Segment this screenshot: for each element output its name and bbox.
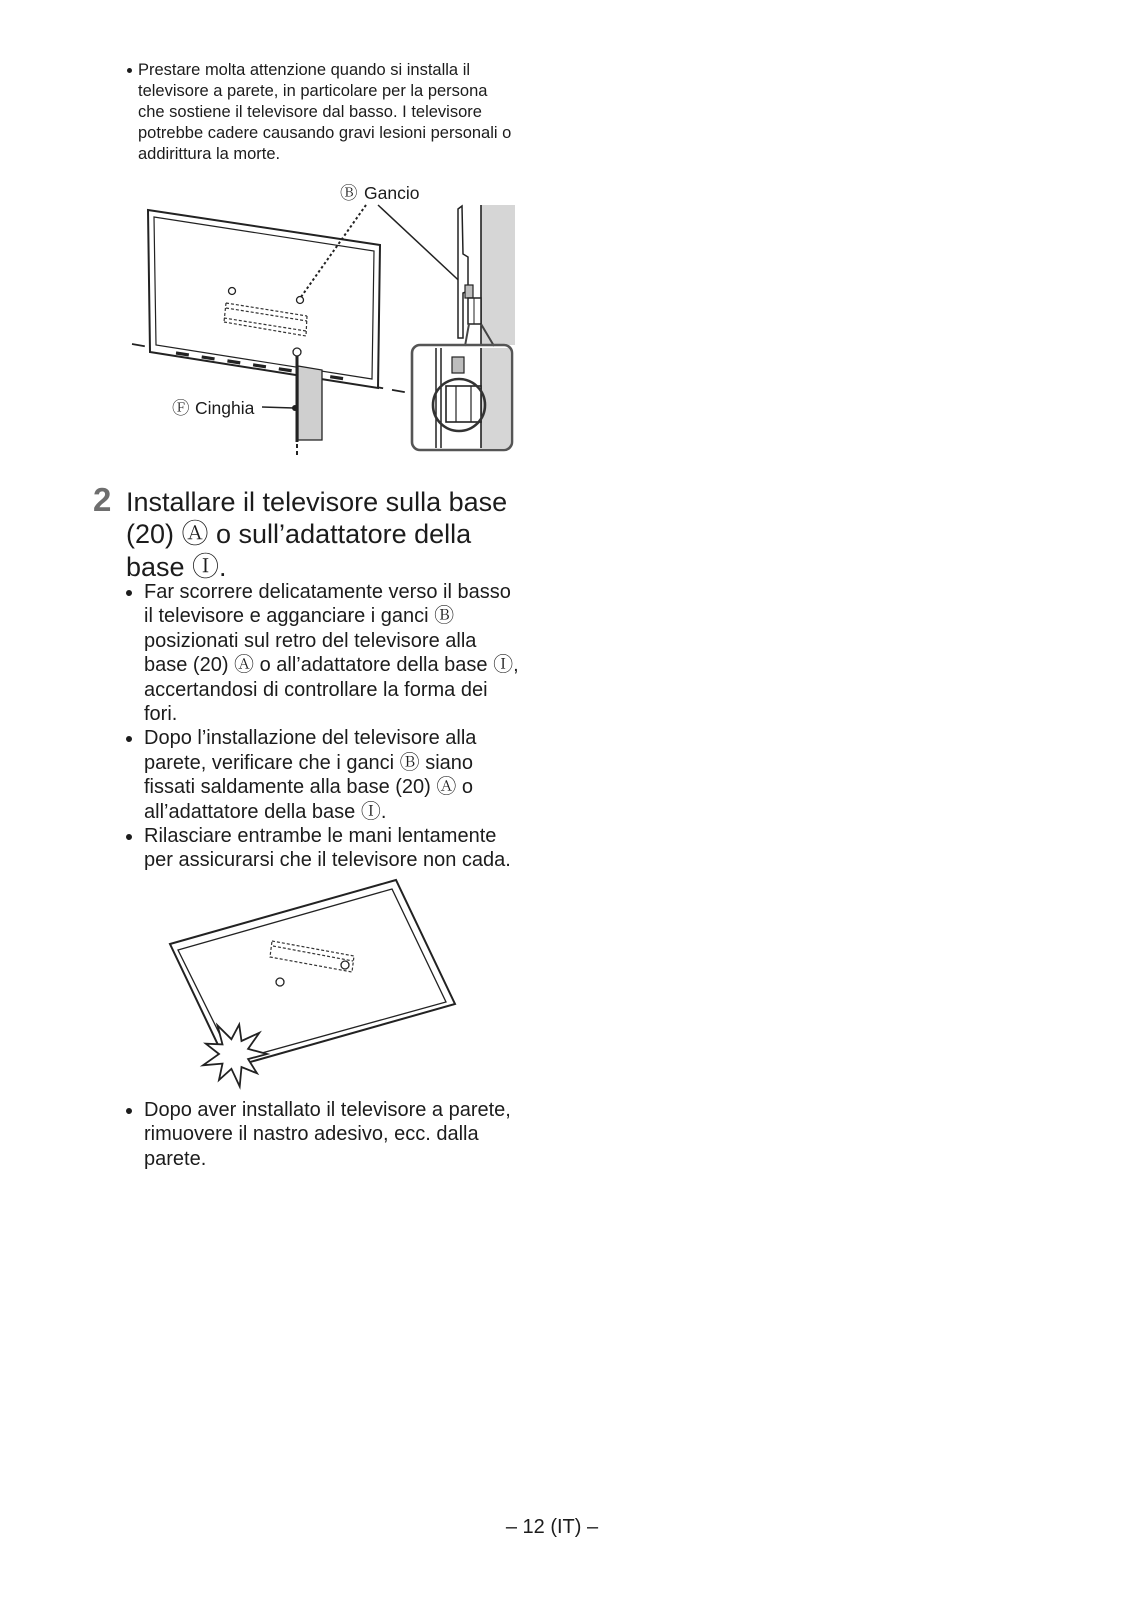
- text-line: che sostiene il televisore dal basso. I televisore: [138, 103, 482, 121]
- tv-back-outer-frame: [148, 210, 380, 388]
- tv-back-outer-frame: [170, 880, 455, 1068]
- strap-leader-dot: [292, 405, 298, 411]
- figure-tv-wall-hooking: [125, 178, 520, 458]
- text-line: posizionati sul retro del televisore alla: [144, 629, 477, 652]
- instruction-item: [144, 726, 519, 824]
- text-line: Rilasciare entrambe le mani lentamente: [144, 825, 497, 848]
- figure-tv-falling-warning: [165, 875, 460, 1090]
- hook-callout: [340, 183, 419, 203]
- wall-bracket: [446, 386, 481, 422]
- tv-side-profile: [458, 206, 468, 338]
- bullet-marker: [127, 68, 132, 73]
- screw-hole: [341, 961, 349, 969]
- screw-hole: [297, 297, 304, 304]
- text-line: rimuovere il nastro adesivo, ecc. dalla: [144, 1123, 479, 1146]
- heading-line: base Ⓘ.: [126, 551, 227, 582]
- bullet-marker: [126, 736, 132, 742]
- step-heading: [126, 486, 507, 584]
- text-line: televisore a parete, in particolare per la persona: [138, 82, 488, 100]
- bullet-marker: [126, 834, 132, 840]
- bullet-marker: [126, 1108, 132, 1114]
- text-line: Dopo l’installazione del televisore alla: [144, 727, 477, 750]
- instruction-item: [144, 824, 519, 873]
- hook-on-tv: [452, 357, 464, 373]
- text-line: il televisore e agganciare i ganci Ⓑ: [144, 605, 455, 628]
- text-line: all’adattatore della base Ⓘ.: [144, 800, 387, 823]
- page-number: – 12 (IT) –: [505, 1516, 599, 1538]
- strap-callout: [172, 398, 255, 418]
- text-line: addirittura la morte.: [138, 145, 281, 163]
- instruction-item: [144, 580, 519, 726]
- bullet-marker: [126, 590, 132, 596]
- wall: [481, 205, 515, 345]
- hook-marker: Ⓑ: [340, 183, 358, 203]
- hook-leader-line: [378, 205, 469, 290]
- after-figure-note: [144, 1098, 511, 1171]
- text-line: Far scorrere delicatamente verso il basso: [144, 581, 511, 603]
- hook-on-tv: [465, 285, 473, 298]
- instruction-list: [144, 580, 519, 873]
- text-line: potrebbe cadere causando gravi lesioni personali o: [138, 124, 512, 142]
- warning-note: [138, 60, 511, 165]
- strap-marker: Ⓕ: [172, 398, 190, 418]
- text-line: parete, verificare che i ganci Ⓑ siano: [144, 751, 474, 774]
- text-line: parete.: [144, 1147, 207, 1170]
- strap-leader: [262, 407, 294, 408]
- text-line: accertandosi di controllare la forma dei: [144, 678, 488, 701]
- text-line: fissati saldamente alla base (20) Ⓐ o: [144, 776, 474, 799]
- heading-line: Installare il televisore sulla base: [126, 486, 508, 517]
- text-line: base (20) Ⓐ o all’adattatore della base Ⓘ,: [144, 654, 519, 677]
- screw-hole: [276, 978, 284, 986]
- screw-hole: [293, 348, 301, 356]
- text-line: Prestare molta attenzione quando si installa il: [138, 61, 471, 79]
- hook-label: Gancio: [364, 183, 420, 203]
- strap: [298, 366, 322, 440]
- screw-hole: [229, 288, 236, 295]
- detail-inset: [412, 345, 512, 450]
- heading-line: (20) Ⓐ o sull’adattatore della: [126, 519, 472, 549]
- tv-side-profile: [436, 348, 441, 448]
- text-line: Dopo aver installato il televisore a parete,: [144, 1099, 511, 1121]
- text-line: per assicurarsi che il televisore non cada.: [144, 849, 511, 872]
- step-number: 2: [93, 481, 112, 518]
- strap-label: Cinghia: [195, 398, 255, 418]
- text-line: fori.: [144, 703, 178, 726]
